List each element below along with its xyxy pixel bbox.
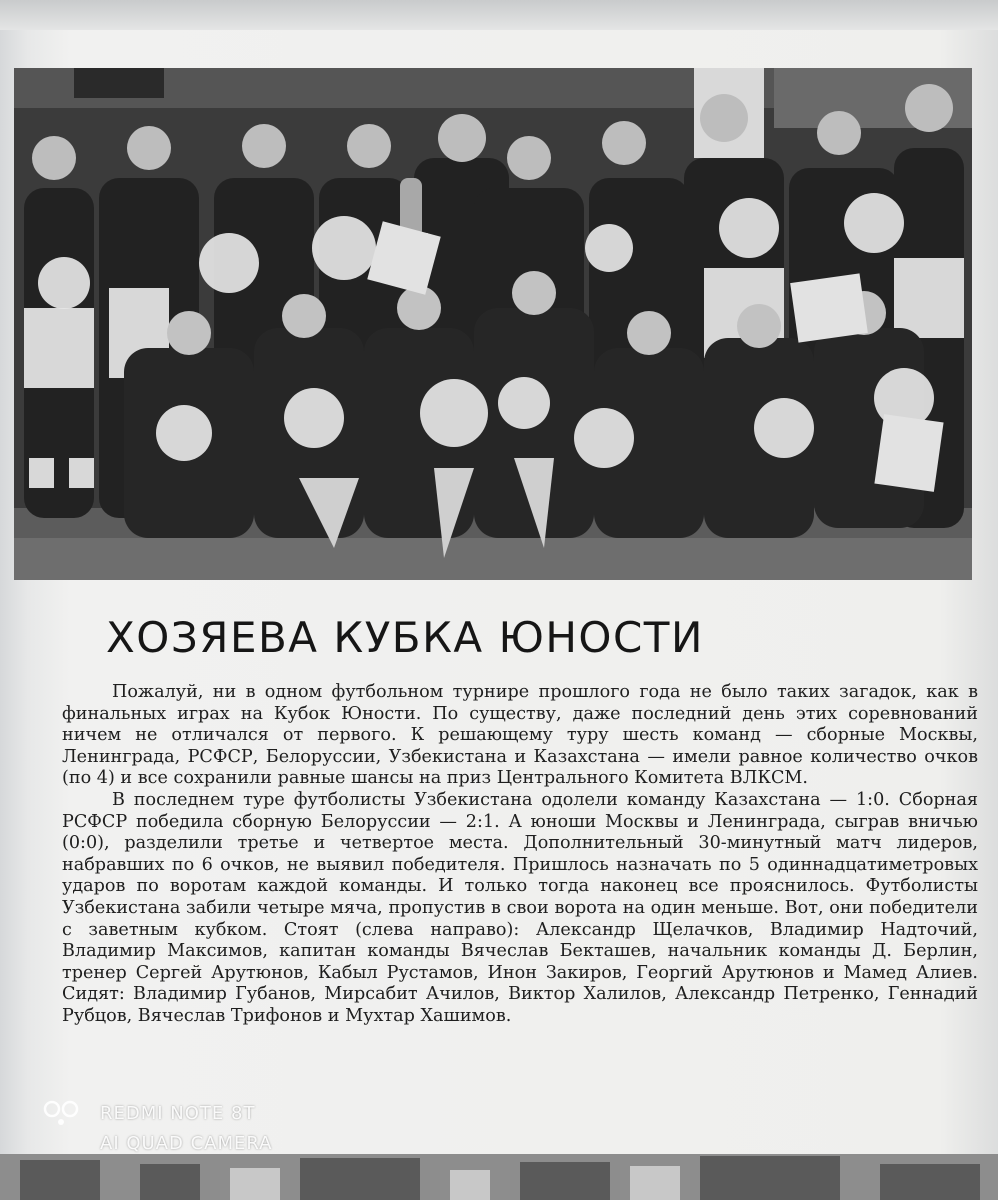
watermark-model: REDMI NOTE 8T — [100, 1102, 256, 1124]
article-paragraph: В последнем туре футболисты Узбекистана одолели команду Казахстана — 1:0. Сборная РСФСР победила сборную Белоруссии — 2:1. А юноши Москвы и Ленинграда, сыграв вничью (0:0), разделили третье и четвертое места. Дополнительный 30-минутный матч лидеров, набравших по 6 очков, не выявил победителя. Пришлось назначать по 5 одиннадцатиметровых ударов по воротам каждой команды. И только тогда наконец все прояснилось. Футболисты Узбекистана забили четыре мяча, пропустив в свои ворота на один меньше. Вот, они победители с заветным кубком. Стоят (слева направо): Александр Щелачков, Владимир Надточий, Владимир Максимов, капитан команды Вячеслав Бекташев, начальник команды Д. Берлин, тренер Сергей Арутюнов, Кабыл Рустамов, Инон Закиров, Георгий Арутюнов и Мамед Алиев. Сидят: Владимир Губанов, Мирсабит Ачилов, Виктор Халилов, Александр Петренко, Геннадий Рубцов, Вячеслав Трифонов и Мухтар Хашимов. — [62, 789, 978, 1026]
bottom-photo-illustration — [0, 1154, 998, 1200]
bottom-photo-edge — [0, 1154, 998, 1200]
article-headline: ХОЗЯЕВА КУБКА ЮНОСТИ — [106, 613, 704, 662]
page-top-edge — [0, 0, 998, 30]
article-paragraph: Пожалуй, ни в одном футбольном турнире прошлого года не было таких загадок, как в финальных играх на Кубок Юности. По существу, даже последний день этих соревнований ничем не отличался от первого. К решающему туру шесть команд — сборные Москвы, Ленинграда, РСФСР, Белоруссии, Узбекистана и Казахстана — имели равное количество очков (по 4) и все сохранили равные шансы на приз Центрального Комитета ВЛКСМ. — [62, 682, 978, 789]
article-body — [62, 682, 978, 1028]
camera-watermark — [40, 1098, 272, 1158]
team-photo — [14, 68, 972, 580]
team-photo-illustration — [14, 68, 972, 580]
camera-dual-lens-icon — [40, 1100, 88, 1126]
watermark-camera: AI QUAD CAMERA — [100, 1132, 273, 1154]
